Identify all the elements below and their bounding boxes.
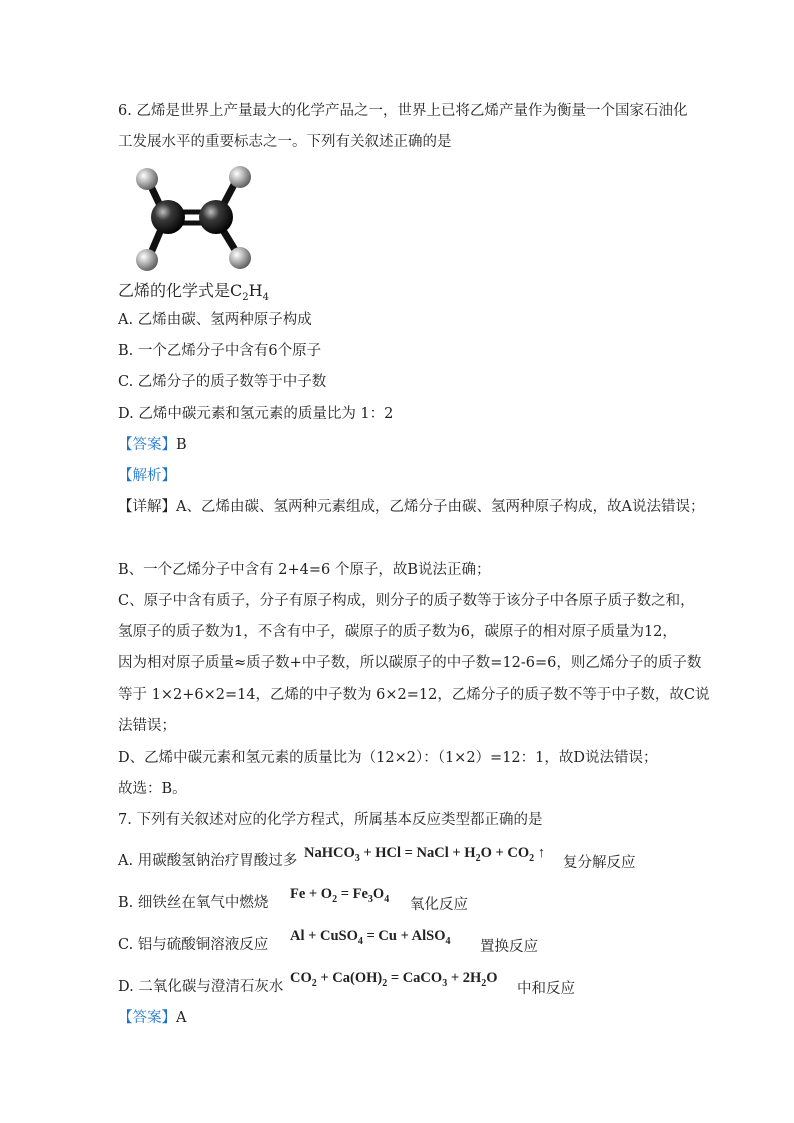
answer-value: B xyxy=(176,437,187,453)
answer-label: 【答案】 xyxy=(118,437,176,453)
q6-option-c[interactable]: C. 乙烯分子的质子数等于中子数 xyxy=(118,374,327,390)
hydrogen-atom xyxy=(229,247,251,269)
q7-b-reaction-type: 氧化反应 xyxy=(410,897,468,913)
hydrogen-atom xyxy=(229,166,251,188)
detail-line1: 【详解】A、乙烯由碳、氢两种元素组成，乙烯分子由碳、氢两种原子构成，故A说法错误； xyxy=(118,499,705,515)
ethylene-ball-and-stick-model xyxy=(118,160,268,280)
q6-stem-line1: 6. 乙烯是世界上产量最大的化学产品之一，世界上已将乙烯产量作为衡量一个国家石油化 xyxy=(118,103,688,119)
analysis-label: 【解析】 xyxy=(118,468,176,484)
detail-line5: 因为相对原子质量≈质子数+中子数，所以碳原子的中子数=12-6=6，则乙烯分子的质子数 xyxy=(118,655,702,671)
carbon-atom xyxy=(199,200,233,234)
detail-line7: 法错误； xyxy=(118,718,176,734)
hydrogen-atom xyxy=(136,249,158,271)
q7-a-equation: NaHCO$_3$ + HCl = NaCl + $H_2O + CO_2$ ↑ xyxy=(304,845,545,864)
detail-line9: 故选：B。 xyxy=(118,781,187,797)
detail-line2: B、一个乙烯分子中含有 2+4=6 个原子，故B说法正确； xyxy=(118,562,491,578)
answer-value: A xyxy=(176,1010,187,1026)
q7-c-equation: Al + CuSO$_4$ = Cu + AlSO$_4$ xyxy=(290,928,451,947)
q6-answer xyxy=(118,435,187,455)
q7-option-b[interactable]: B. 细铁丝在氧气中燃烧 xyxy=(118,895,269,911)
q7-stem: 7. 下列有关叙述对应的化学方程式，所属基本反应类型都正确的是 xyxy=(118,812,543,828)
q7-b-equation: $Fe + O_2 = Fe_3O_4$ xyxy=(290,886,390,905)
q7-d-reaction-type: 中和反应 xyxy=(517,981,575,997)
q7-answer xyxy=(118,1008,186,1028)
detail-line4: 氢原子的质子数为1，不含有中子，碳原子的质子数为6，碳原子的相对原子质量为12， xyxy=(118,624,677,640)
q7-c-reaction-type: 置换反应 xyxy=(480,939,538,955)
answer-label: 【答案】 xyxy=(118,1010,176,1026)
carbon-atom xyxy=(151,200,185,234)
detail-line3: C、原子中含有质子，分子有原子构成，则分子的质子数等于该分子中各原子质子数之和， xyxy=(118,593,695,609)
q7-a-reaction-type: 复分解反应 xyxy=(563,855,636,871)
q7-option-c[interactable]: C. 铝与硫酸铜溶液反应 xyxy=(118,937,269,953)
detail-label: 【详解】 xyxy=(118,499,176,515)
q6-option-d[interactable]: D. 乙烯中碳元素和氢元素的质量比为 1：2 xyxy=(118,406,394,422)
molecule-caption: 乙烯的化学式是$C_2H_4$ xyxy=(118,281,269,304)
q6-option-a[interactable]: A. 乙烯由碳、氢两种原子构成 xyxy=(118,312,312,328)
hydrogen-atom xyxy=(136,168,158,190)
q7-option-a[interactable]: A. 用碳酸氢钠治疗胃酸过多 xyxy=(118,853,298,869)
detail-line6: 等于 1×2+6×2=14，乙烯的中子数为 6×2=12，乙烯分子的质子数不等于中子数，故C说 xyxy=(118,687,710,703)
q7-d-equation: $CO_2 + Ca(OH)_2$ = CaCO$_3$ + $2H_2O$ xyxy=(290,970,498,989)
q6-option-b[interactable]: B. 一个乙烯分子中含有6个原子 xyxy=(118,343,322,359)
q6-stem-line2: 工发展水平的重要标志之一。下列有关叙述正确的是 xyxy=(118,134,452,150)
q7-option-d[interactable]: D. 二氧化碳与澄清石灰水 xyxy=(118,979,284,995)
detail-line8: D、乙烯中碳元素和氢元素的质量比为（12×2）：（1×2）=12：1，故D说法错误； xyxy=(118,750,658,766)
